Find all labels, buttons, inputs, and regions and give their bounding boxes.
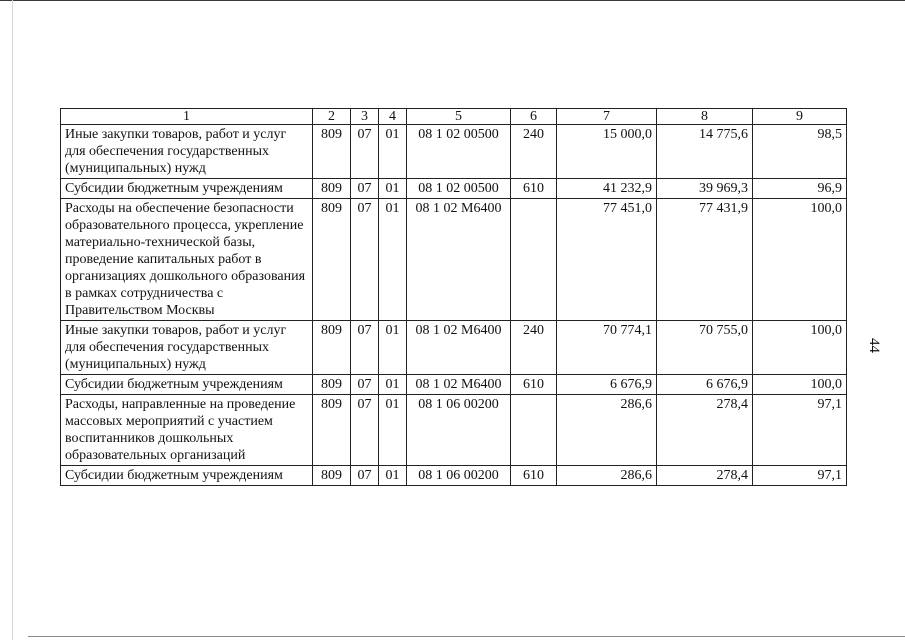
expense-name-cell: Субсидии бюджетным учреждениям [61, 466, 313, 486]
column-header: 3 [351, 109, 379, 125]
section-code-cell: 07 [351, 466, 379, 486]
scan-edge-bottom [28, 636, 905, 637]
actual-amount-cell: 77 431,9 [657, 199, 753, 321]
actual-amount-cell: 278,4 [657, 395, 753, 466]
subsection-code-cell: 01 [379, 466, 407, 486]
budget-table [60, 108, 847, 486]
column-header: 4 [379, 109, 407, 125]
ved-code-cell: 809 [313, 321, 351, 375]
column-header: 9 [753, 109, 847, 125]
plan-amount-cell: 6 676,9 [557, 375, 657, 395]
column-header: 2 [313, 109, 351, 125]
column-header: 6 [511, 109, 557, 125]
percent-cell: 96,9 [753, 179, 847, 199]
subsection-code-cell: 01 [379, 179, 407, 199]
expense-name-cell: Иные закупки товаров, работ и услуг для обеспечения государственных (муниципальных) нужд [61, 125, 313, 179]
column-header: 7 [557, 109, 657, 125]
ved-code-cell: 809 [313, 199, 351, 321]
expense-name-cell: Иные закупки товаров, работ и услуг для обеспечения государственных (муниципальных) нужд [61, 321, 313, 375]
target-article-cell: 08 1 06 00200 [407, 395, 511, 466]
percent-cell: 100,0 [753, 321, 847, 375]
ved-code-cell: 809 [313, 179, 351, 199]
plan-amount-cell: 70 774,1 [557, 321, 657, 375]
target-article-cell: 08 1 02 М6400 [407, 375, 511, 395]
plan-amount-cell: 77 451,0 [557, 199, 657, 321]
plan-amount-cell: 286,6 [557, 395, 657, 466]
page-number: 44 [866, 338, 882, 353]
section-code-cell: 07 [351, 321, 379, 375]
percent-cell: 98,5 [753, 125, 847, 179]
scan-edge-top [0, 0, 905, 1]
percent-cell: 100,0 [753, 375, 847, 395]
percent-cell: 100,0 [753, 199, 847, 321]
expense-type-cell [511, 199, 557, 321]
expense-name-cell: Субсидии бюджетным учреждениям [61, 179, 313, 199]
column-header: 8 [657, 109, 753, 125]
percent-cell: 97,1 [753, 466, 847, 486]
subsection-code-cell: 01 [379, 125, 407, 179]
table-row [61, 199, 847, 321]
plan-amount-cell: 41 232,9 [557, 179, 657, 199]
table-row [61, 375, 847, 395]
expense-type-cell: 240 [511, 125, 557, 179]
actual-amount-cell: 39 969,3 [657, 179, 753, 199]
section-code-cell: 07 [351, 179, 379, 199]
percent-cell: 97,1 [753, 395, 847, 466]
expense-type-cell: 610 [511, 179, 557, 199]
ved-code-cell: 809 [313, 375, 351, 395]
expense-type-cell: 610 [511, 375, 557, 395]
ved-code-cell: 809 [313, 395, 351, 466]
column-header: 1 [61, 109, 313, 125]
subsection-code-cell: 01 [379, 321, 407, 375]
expense-type-cell [511, 395, 557, 466]
target-article-cell: 08 1 06 00200 [407, 466, 511, 486]
subsection-code-cell: 01 [379, 395, 407, 466]
target-article-cell: 08 1 02 М6400 [407, 321, 511, 375]
actual-amount-cell: 6 676,9 [657, 375, 753, 395]
actual-amount-cell: 278,4 [657, 466, 753, 486]
table-row [61, 466, 847, 486]
expense-name-cell: Субсидии бюджетным учреждениям [61, 375, 313, 395]
ved-code-cell: 809 [313, 125, 351, 179]
table-row [61, 395, 847, 466]
section-code-cell: 07 [351, 125, 379, 179]
subsection-code-cell: 01 [379, 199, 407, 321]
section-code-cell: 07 [351, 199, 379, 321]
column-header: 5 [407, 109, 511, 125]
plan-amount-cell: 286,6 [557, 466, 657, 486]
plan-amount-cell: 15 000,0 [557, 125, 657, 179]
expense-name-cell: Расходы на обеспечение безопасности образовательного процесса, укрепление материально-технической базы, проведение капитальных работ в организациях дошкольного образования в рамках сотрудничества с Правительством Москвы [61, 199, 313, 321]
actual-amount-cell: 14 775,6 [657, 125, 753, 179]
table-row [61, 321, 847, 375]
target-article-cell: 08 1 02 М6400 [407, 199, 511, 321]
header-row [61, 109, 847, 125]
expense-name-cell: Расходы, направленные на проведение массовых мероприятий с участием воспитанников дошкольных образовательных организаций [61, 395, 313, 466]
table-row [61, 125, 847, 179]
actual-amount-cell: 70 755,0 [657, 321, 753, 375]
ved-code-cell: 809 [313, 466, 351, 486]
section-code-cell: 07 [351, 375, 379, 395]
section-code-cell: 07 [351, 395, 379, 466]
expense-type-cell: 610 [511, 466, 557, 486]
expense-type-cell: 240 [511, 321, 557, 375]
subsection-code-cell: 01 [379, 375, 407, 395]
scan-edge-left [12, 0, 13, 640]
target-article-cell: 08 1 02 00500 [407, 125, 511, 179]
target-article-cell: 08 1 02 00500 [407, 179, 511, 199]
table-row [61, 179, 847, 199]
